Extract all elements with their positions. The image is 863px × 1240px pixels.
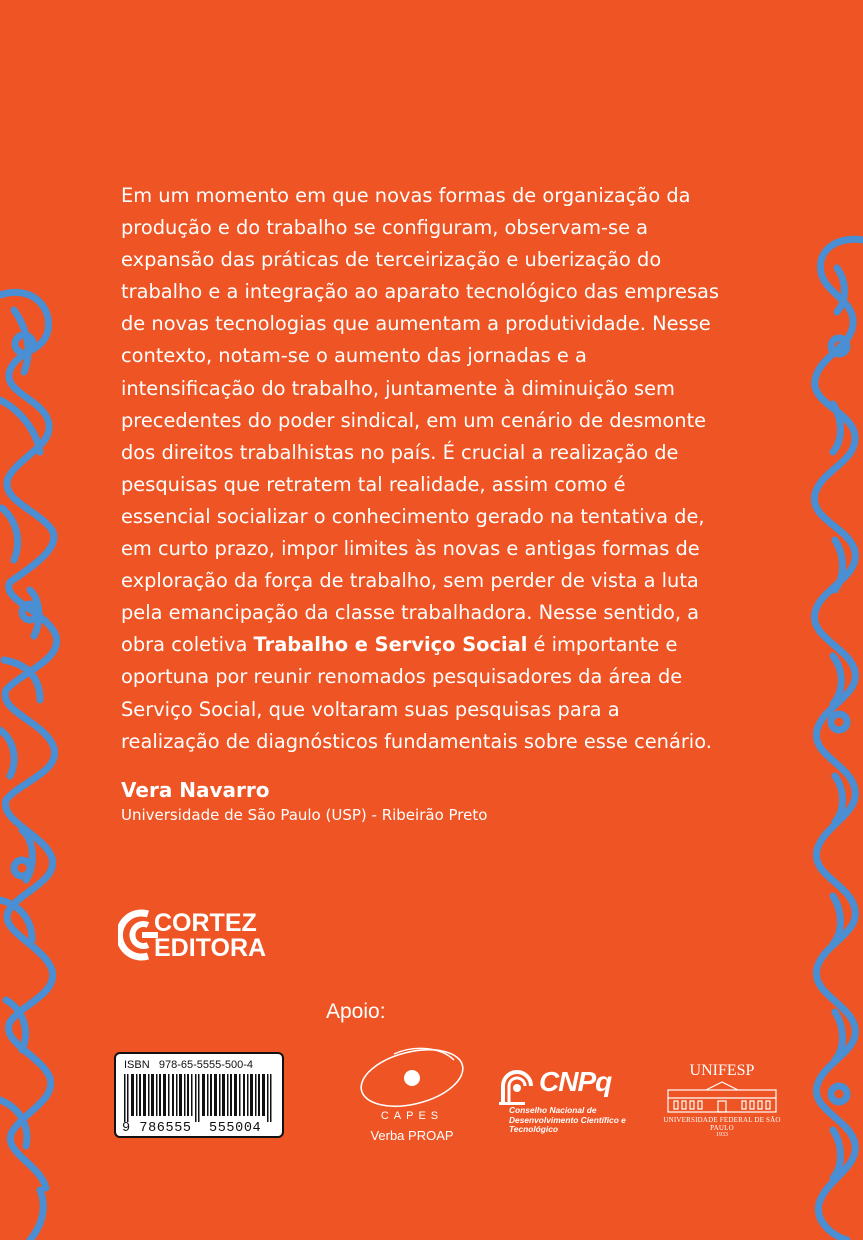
cnpq-name: CNPq (539, 1066, 612, 1097)
unifesp-building-icon (666, 1080, 778, 1114)
isbn-number: ISBN 978-65-5555-500-4 (124, 1059, 254, 1071)
left-ornament (0, 0, 112, 1240)
cnpq-emblem-icon (497, 1068, 537, 1108)
back-cover-blurb (121, 180, 721, 758)
capes-subtitle: Verba PROAP (370, 1128, 454, 1143)
author-affiliation: Universidade de São Paulo (USP) - Ribeirão Preto (121, 806, 488, 824)
capes-name: CAPES (380, 1110, 444, 1122)
publisher-name-line1: CORTEZ (154, 909, 257, 937)
cortez-editora-logo (118, 906, 278, 964)
barcode-digits: 9 786555 555004 (122, 1121, 262, 1136)
support-label: Apoio: (326, 1000, 386, 1023)
book-title: Trabalho e Serviço Social (253, 633, 528, 657)
cnpq-logo-block (497, 1066, 647, 1134)
author-name: Vera Navarro (121, 778, 270, 802)
cnpq-full-name: Conselho Nacional de Desenvolvimento Científico e Tecnológico (509, 1105, 626, 1134)
unifesp-name: UNIFESP (689, 1062, 755, 1079)
right-ornament (803, 0, 863, 1240)
publisher-name-line2: EDITORA (154, 934, 267, 962)
unifesp-full-name: UNIVERSIDADE FEDERAL DE SÃO PAULO (663, 1116, 781, 1132)
blurb-text-part1: Em um momento em que novas formas de organização da produção e do trabalho se configuram, observam-se a expansão das práticas de terceirização e uberização do trabalho e a integração ao aparato tecnológico das empresas de novas tecnologias que aumentam a produtividade. Nesse contexto, notam-se o aumento das jornadas e a intensificação do trabalho, juntamente à diminuição sem precedentes do poder sindical, em um cenário de desmonte dos direitos trabalhistas no país. É crucial a realização de pesquisas que retratem tal realidade, assim como é essencial socializar o conhecimento gerado na tentativa de, em curto prazo, impor limites às novas e antigas formas de exploração da força de trabalho, sem perder de vista a luta pela emancipação da classe trabalhadora. Nesse sentido, a obra coletiva (121, 184, 720, 657)
isbn-barcode (114, 1052, 284, 1138)
unifesp-logo-block (660, 1062, 784, 1142)
capes-logo-block (356, 1040, 468, 1152)
barcode-bars (124, 1074, 276, 1122)
blurb-text-part2: é importante e oportuna por reunir renomados pesquisadores da área de Serviço Social, que voltaram suas pesquisas para a realização de diagnósticos fundamentais sobre esse cenário. (121, 633, 712, 753)
unifesp-year: 1933 (716, 1132, 728, 1138)
